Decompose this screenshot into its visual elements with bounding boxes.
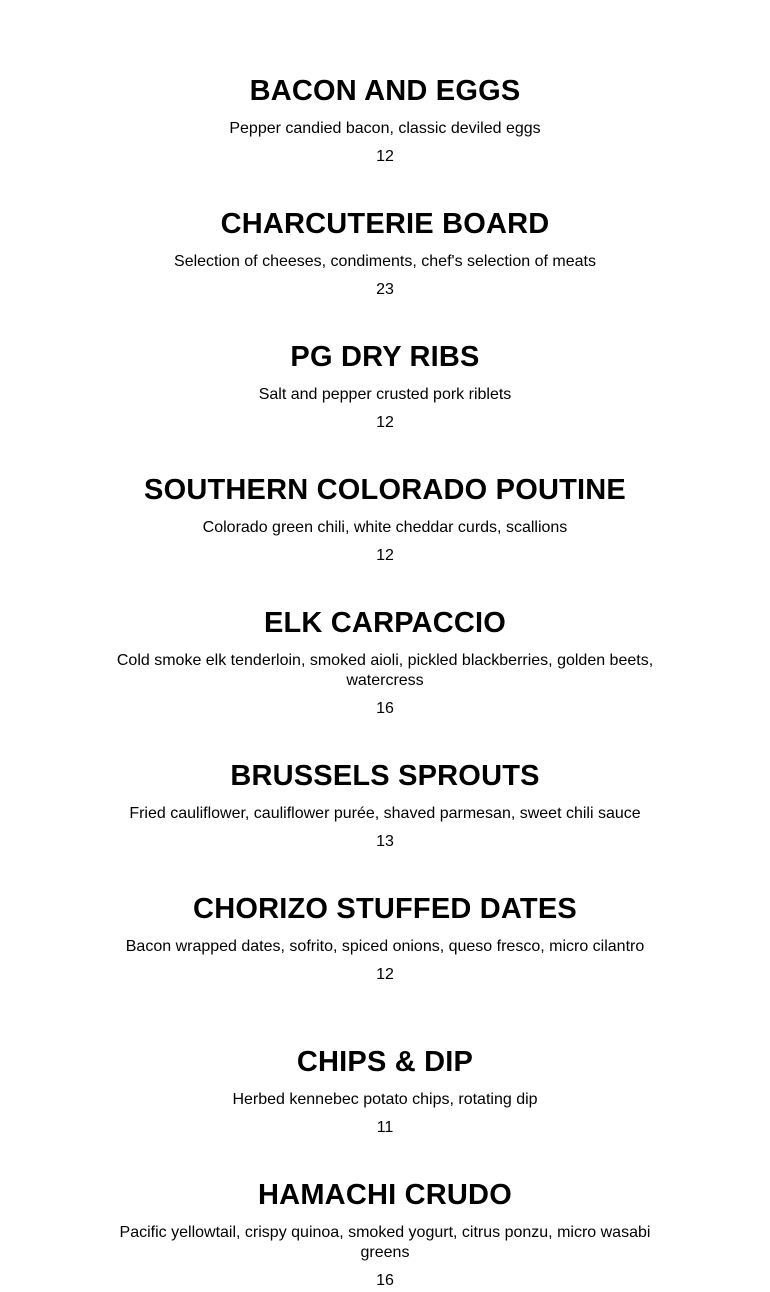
menu-item-price: 13: [376, 833, 394, 850]
menu-item-description: Cold smoke elk tenderloin, smoked aioli, pickled blackberries, golden beets, watercress: [116, 652, 654, 689]
menu-item-price: 11: [376, 1119, 394, 1136]
menu-item-description: Pacific yellowtail, crispy quinoa, smoked yogurt, citrus ponzu, micro wasabi greens: [119, 1224, 651, 1261]
menu-item-hamachi-crudo: [0, 1178, 770, 1291]
menu-item-price: 16: [376, 1272, 394, 1289]
menu-item-southern-colorado-poutine: [0, 473, 770, 566]
menu-item-elk-carpaccio: [0, 606, 770, 719]
menu-item-chips-and-dip: [0, 1045, 770, 1138]
menu-item-name: CHORIZO STUFFED DATES: [193, 893, 577, 925]
menu-item-price: 12: [376, 966, 394, 983]
menu-item-charcuterie-board: [0, 207, 770, 300]
menu-item-description: Bacon wrapped dates, sofrito, spiced onions, queso fresco, micro cilantro: [125, 938, 645, 955]
menu-item-pg-dry-ribs: [0, 340, 770, 433]
menu-item-name: PG DRY RIBS: [290, 341, 480, 373]
menu-item-description: Selection of cheeses, condiments, chef's selection of meats: [174, 253, 596, 270]
menu-item-name: SOUTHERN COLORADO POUTINE: [144, 474, 626, 506]
menu-item-price: 12: [376, 547, 394, 564]
menu-item-price: 12: [376, 148, 394, 165]
menu-item-name: BRUSSELS SPROUTS: [230, 760, 540, 792]
menu-item-name: BACON AND EGGS: [249, 75, 521, 107]
menu-item-name: ELK CARPACCIO: [263, 607, 507, 639]
menu-item-description: Salt and pepper crusted pork riblets: [258, 386, 512, 403]
menu-item-price: 12: [376, 414, 394, 431]
menu-item-brussels-sprouts: [0, 759, 770, 852]
menu-item-name: HAMACHI CRUDO: [258, 1179, 512, 1211]
menu-item-name: CHARCUTERIE BOARD: [220, 208, 550, 240]
menu-item-name: CHIPS & DIP: [296, 1046, 474, 1078]
menu-item-description: Pepper candied bacon, classic deviled eggs: [229, 120, 541, 137]
menu-item-description: Herbed kennebec potato chips, rotating dip: [232, 1091, 538, 1108]
menu-item-bacon-and-eggs: [0, 74, 770, 167]
menu-item-description: Fried cauliflower, cauliflower purée, shaved parmesan, sweet chili sauce: [129, 805, 641, 822]
menu-item-description: Colorado green chili, white cheddar curds, scallions: [202, 519, 568, 536]
menu-item-chorizo-stuffed-dates: [0, 892, 770, 985]
menu-item-price: 16: [376, 700, 394, 717]
menu-item-price: 23: [376, 281, 394, 298]
